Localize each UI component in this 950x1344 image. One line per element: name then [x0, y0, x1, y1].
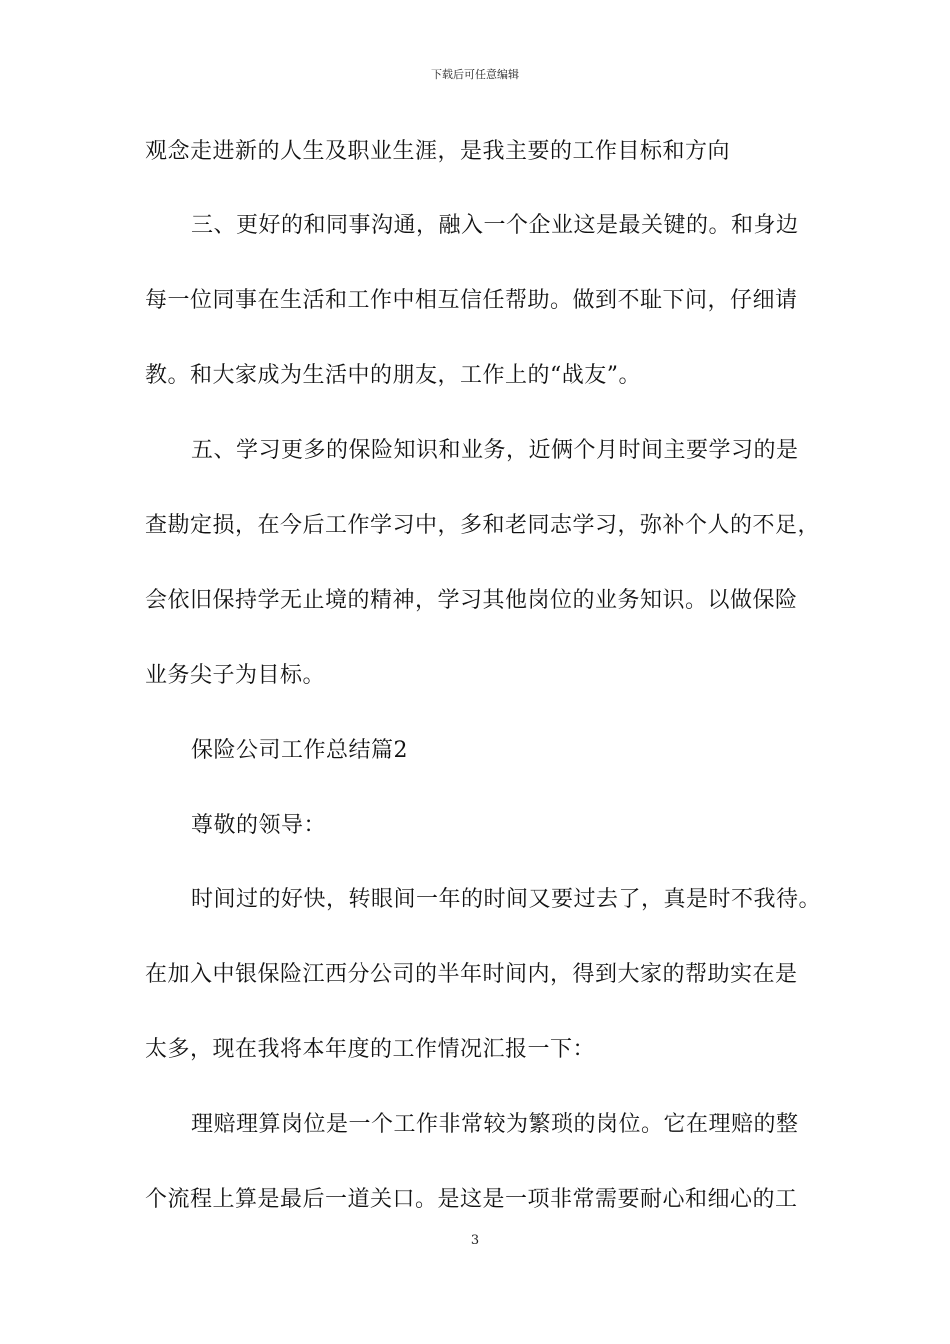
body-line: 五、学习更多的保险知识和业务，近俩个月时间主要学习的是 — [191, 438, 799, 463]
body-line: 观念走进新的人生及职业生涯，是我主要的工作目标和方向 — [145, 139, 731, 164]
body-line: 业务尖子为目标。 — [145, 663, 326, 688]
body-line: 在加入中银保险江西分公司的半年时间内，得到大家的帮助实在是 — [145, 962, 798, 987]
body-line: 三、更好的和同事沟通，融入一个企业这是最关键的。和身边 — [191, 213, 799, 238]
section-heading: 保险公司工作总结篇2 — [191, 738, 408, 763]
body-line: 查勘定损，在今后工作学习中，多和老同志学习，弥补个人的不足， — [145, 513, 821, 538]
body-line: 每一位同事在生活和工作中相互信任帮助。做到不耻下问，仔细请 — [145, 288, 798, 313]
salutation: 尊敬的领导： — [191, 813, 327, 838]
body-line: 时间过的好快，转眼间一年的时间又要过去了，真是时不我待。 — [191, 887, 822, 912]
body-line: 教。和大家成为生活中的朋友，工作上的“战友”。 — [145, 363, 641, 388]
body-line: 太多，现在我将本年度的工作情况汇报一下： — [145, 1037, 596, 1062]
page-number: 3 — [470, 1233, 480, 1248]
body-line: 个流程上算是最后一道关口。是这是一项非常需要耐心和细心的工 — [145, 1187, 798, 1212]
body-line: 会依旧保持学无止境的精神，学习其他岗位的业务知识。以做保险 — [145, 588, 798, 613]
body-line: 理赔理算岗位是一个工作非常较为繁琐的岗位。它在理赔的整 — [191, 1112, 799, 1137]
page-header: 下载后可任意编辑 — [431, 68, 519, 81]
